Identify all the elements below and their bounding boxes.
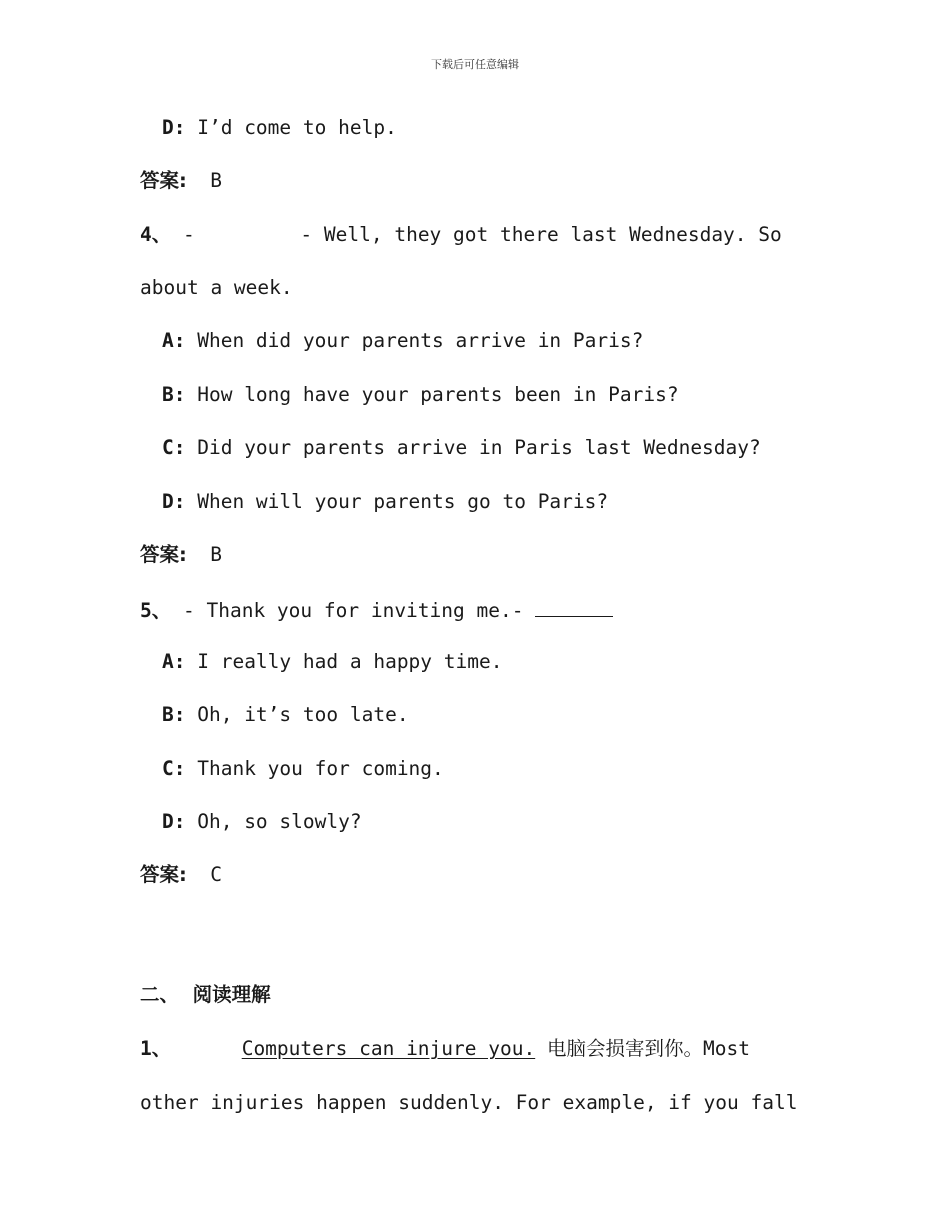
option-text: I really had a happy time. [197,650,503,673]
reading1-second-line: other injuries happen suddenly. For example, if you fall [140,1091,798,1114]
option-letter: B: [162,703,186,726]
q5-option-c [162,759,444,779]
answer-blank [535,598,613,617]
passage-title-cn: 电脑会损害到你。 [546,1037,703,1060]
option-text: Oh, so slowly? [197,810,362,833]
passage-title-en: Computers can injure you. [241,1037,536,1060]
q5-option-d [162,812,362,832]
passage-text-start: Most [702,1037,750,1060]
section-title: 阅读理解 [192,983,271,1006]
option-text: When will your parents go to Paris? [197,490,609,513]
passage-number: 1、 [140,1037,172,1060]
question-number: 4、 [140,223,172,246]
option-text: Did your parents arrive in Paris last Wednesday? [197,436,761,459]
q3-answer [140,171,222,191]
option-text: Oh, it’s too late. [197,703,409,726]
q4-option-a [162,331,643,351]
answer-value: B [210,169,223,192]
q5-option-a [162,652,502,672]
q4-stem-continued: about a week. [140,276,293,299]
q5-stem [140,598,613,621]
option-text: When did your parents arrive in Paris? [197,329,644,352]
option-letter: D: [162,116,186,139]
q4-answer [140,545,222,565]
question-number: 5、 [140,599,172,622]
reading1-first-line [140,1039,750,1059]
option-letter: B: [162,383,186,406]
option-letter: D: [162,810,186,833]
answer-label: 答案: [140,863,187,886]
q4-option-d [162,492,608,512]
q5-answer [140,865,222,885]
section-number: 二、 [140,983,180,1006]
option-letter: A: [162,650,186,673]
q5-option-b [162,705,409,725]
option-letter: C: [162,436,186,459]
option-text: How long have your parents been in Paris? [197,383,679,406]
option-letter: D: [162,490,186,513]
option-text: Thank you for coming. [197,757,444,780]
stem-text: - Well, they got there last Wednesday. So [300,223,782,246]
option-text: I’d come to help. [197,116,397,139]
stem-dash: - [183,223,195,246]
q4-option-b [162,385,679,405]
q4-option-c [162,438,761,458]
option-letter: C: [162,757,186,780]
section-heading [140,985,271,1005]
answer-value: B [210,543,223,566]
page-header: 下载后可任意编辑 [431,58,519,71]
q3-option-d [162,118,397,138]
stem-text: - Thank you for inviting me.- [183,599,524,622]
option-letter: A: [162,329,186,352]
answer-label: 答案: [140,169,187,192]
answer-value: C [210,863,223,886]
q4-stem [140,225,782,245]
answer-label: 答案: [140,543,187,566]
